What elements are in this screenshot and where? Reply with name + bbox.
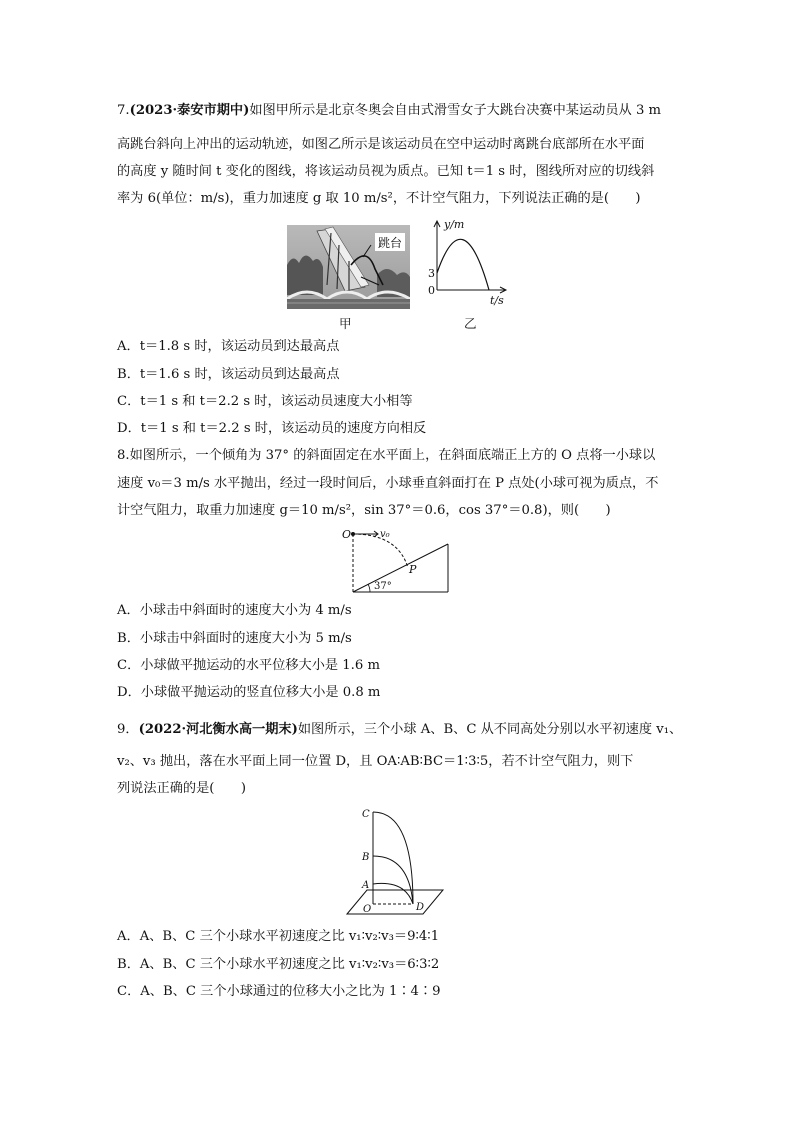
- q7-line2: 高跳台斜向上冲出的运动轨迹，如图乙所示是该运动员在空中运动时离跳台底部所在水平面: [117, 137, 645, 152]
- q7-line1-text: 如图甲所示是北京冬奥会自由式滑雪女子大跳台决赛中某运动员从 3 m: [249, 103, 662, 118]
- q7-option-c: C．t＝1 s 和 t＝2.2 s 时，该运动员速度大小相等: [117, 394, 413, 409]
- q7-line4: 率为 6(单位：m/s)，重力加速度 g 取 10 m/s²，不计空气阻力，下列说法正确的是( ): [117, 191, 641, 206]
- q7-option-b: B．t＝1.6 s 时，该运动员到达最高点: [117, 367, 340, 382]
- q7-photo-label: 跳台: [377, 236, 403, 250]
- q8-line3: 计空气阻力，取重力加速度 g＝10 m/s²，sin 37°＝0.6，cos 37°＝0.8)，则( ): [117, 503, 611, 518]
- q7-option-a: A．t＝1.8 s 时，该运动员到达最高点: [117, 339, 340, 354]
- q8-option-a: A．小球击中斜面时的速度大小为 4 m/s: [117, 603, 352, 618]
- q8-line2: 速度 v₀＝3 m/s 水平抛出，经过一段时间后，小球垂直斜面打在 P 点处(小球可视为质点，不: [117, 476, 659, 491]
- q7-caption-a: 甲: [339, 316, 352, 331]
- q9-label-B: B: [362, 852, 370, 863]
- q7-line3: 的高度 y 随时间 t 变化的图线，将该运动员视为质点。已知 t＝1 s 时，图线所对应的切线斜: [117, 164, 655, 179]
- q9-option-b: B．A、B、C 三个小球水平初速度之比 v₁∶v₂∶v₃＝6∶3∶2: [117, 957, 440, 972]
- q8-label-P: P: [409, 563, 417, 576]
- q9-label-D: D: [416, 902, 425, 913]
- q8-label-angle: 37°: [374, 581, 392, 592]
- q8-label-v0: v₀: [380, 529, 390, 540]
- q9-line1: [117, 721, 682, 739]
- q9-line3: 列说法正确的是( ): [117, 781, 246, 796]
- q9-label-A: A: [362, 880, 370, 891]
- q9-source: (2022·河北衡水高一期末): [138, 722, 298, 737]
- q8-option-b: B．小球击中斜面时的速度大小为 5 m/s: [117, 631, 352, 646]
- q7-graph-y-t: [420, 218, 520, 310]
- q9-trajectory-A: [373, 883, 413, 904]
- q9-figure-projectiles: [345, 806, 445, 918]
- q9-line2: v₂、v₃ 抛出，落在水平面上同一位置 D，且 OA∶AB∶BC＝1∶3∶5，若不计空气阻力，则下: [117, 754, 634, 769]
- graph-origin: 0: [428, 284, 435, 297]
- q8-ball: [351, 532, 355, 536]
- q9-label-O: O: [363, 904, 372, 915]
- q7-number: 7.: [117, 103, 130, 118]
- q7-line1: [117, 102, 661, 120]
- q8-line1: 8.如图所示，一个倾角为 37° 的斜面固定在水平面上，在斜面底端正上方的 O 点将一小球以: [117, 448, 656, 463]
- q9-option-c: C．A、B、C 三个小球通过的位移大小之比为 1∶4∶9: [117, 984, 441, 999]
- graph-xlabel: t/s: [490, 294, 504, 307]
- q7-source: (2023·泰安市期中): [129, 103, 250, 118]
- graph-tick-3: 3: [428, 267, 435, 280]
- q9-number: 9．: [117, 722, 139, 737]
- graph-curve: [437, 239, 489, 290]
- q8-figure-incline: [338, 526, 453, 596]
- q9-trajectory-B: [373, 856, 413, 904]
- q7-photo-ski-jump: [287, 225, 410, 309]
- q7-caption-b: 乙: [464, 316, 477, 331]
- q7-option-d: D．t＝1 s 和 t＝2.2 s 时，该运动员的速度方向相反: [117, 421, 427, 436]
- q8-label-O: O: [342, 528, 352, 541]
- graph-ylabel: y/m: [444, 218, 465, 231]
- q8-option-d: D．小球做平抛运动的竖直位移大小是 0.8 m: [117, 685, 381, 700]
- q8-option-c: C．小球做平抛运动的水平位移大小是 1.6 m: [117, 658, 380, 673]
- q9-line1-text: 如图所示，三个小球 A、B、C 从不同高处分别以水平初速度 v₁、: [297, 722, 683, 737]
- q9-option-a: A．A、B、C 三个小球水平初速度之比 v₁∶v₂∶v₃＝9∶4∶1: [117, 929, 440, 944]
- q9-label-C: C: [362, 809, 370, 820]
